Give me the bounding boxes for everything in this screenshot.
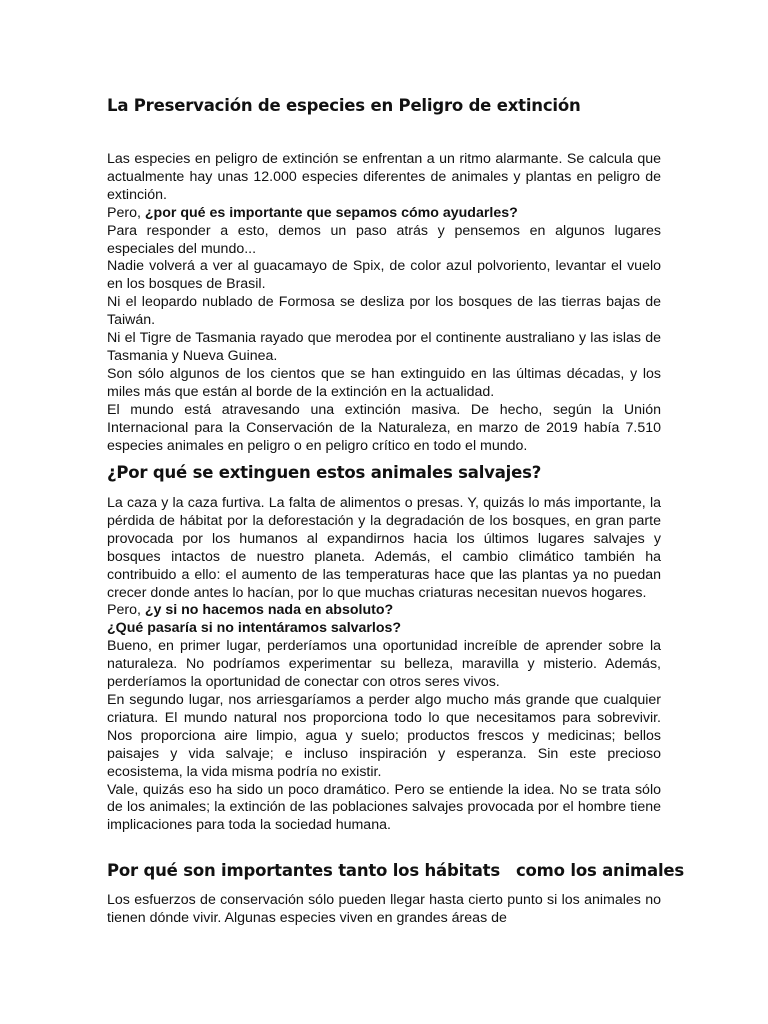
causes-question-1 — [107, 602, 661, 620]
document-title: La Preservación de especies en Peligro de extinción — [107, 96, 581, 115]
intro-paragraph-6: Ni el Tigre de Tasmania rayado que merodea por el continente australiano y las islas de Tasmania y Nueva Guinea. — [107, 330, 661, 364]
intro-question-prefix: Pero, — [107, 204, 145, 221]
causes-question-1-prefix: Pero, — [107, 602, 145, 619]
intro-paragraph-7: Son sólo algunos de los cientos que se han extinguido en las últimas décadas, y los miles más que están al borde de la extinción en la actualidad. — [107, 365, 661, 400]
causes-paragraph-5: En segundo lugar, nos arriesgaríamos a perder algo mucho más grande que cualquier criatura. El mundo natural nos proporciona todo lo que necesitamos para sobrevivir. Nos proporciona aire limpio, agua y suelo; productos frescos y medicinas; bellos paisajes y vida salvaje; e incluso inspiración y esperanza. Sin este precioso ecosistema, la vida misma podría no existir. — [107, 691, 661, 780]
habitats-paragraph-1: Los esfuerzos de conservación sólo pueden llegar hasta cierto punto si los animales no tienen dónde vivir. Algunas especies viven en grandes áreas de — [107, 892, 661, 926]
section-extinction-causes — [107, 495, 661, 835]
intro-section — [107, 151, 661, 455]
intro-paragraph-3: Para responder a esto, demos un paso atrás y pensemos en algunos lugares especiales del mundo... — [107, 222, 661, 257]
causes-question-2-bold: ¿Qué pasaría si no intentáramos salvarlos? — [107, 620, 402, 637]
causes-question-1-bold: ¿y si no hacemos nada en absoluto? — [144, 602, 394, 619]
section-heading-extinction-causes: ¿Por qué se extinguen estos animales salvajes? — [107, 463, 542, 482]
causes-paragraph-6: Vale, quizás eso ha sido un poco dramático. Pero se entiende la idea. No se trata sólo de los animales; la extinción de las poblaciones salvajes provocada por el hombre tiene implicaciones para toda la sociedad humana. — [107, 781, 661, 834]
intro-question-bold: ¿por qué es importante que sepamos cómo ayudarles? — [144, 204, 518, 221]
section-habitats — [107, 892, 661, 928]
habitats-heading-part-2: como los animales — [515, 861, 685, 880]
habitats-heading-part-1: Por qué son importantes tanto los hábitats — [107, 861, 500, 880]
causes-paragraph-4: Bueno, en primer lugar, perderíamos una oportunidad increíble de aprender sobre la naturaleza. No podríamos experimentar su belleza, maravilla y misterio. Además, perderíamos la oportunidad de conectar con otros seres vivos. — [107, 638, 661, 691]
intro-paragraph-5: Ni el leopardo nublado de Formosa se desliza por los bosques de las tierras bajas de Taiwán. — [107, 294, 661, 329]
intro-paragraph-4: Nadie volverá a ver al guacamayo de Spix, de color azul polvoriento, levantar el vuelo en los bosques de Brasil. — [107, 258, 661, 293]
intro-paragraph-1: Las especies en peligro de extinción se enfrentan a un ritmo alarmante. Se calcula que actualmente hay unas 12.000 especies diferentes de animales y plantas en peligro de extinción. — [107, 151, 661, 203]
intro-paragraph-8: El mundo está atravesando una extinción masiva. De hecho, según la Unión Internacional para la Conservación de la Naturaleza, en marzo de 2019 había 7.510 especies animales en peligro o en peligro crítico en todo el mundo. — [107, 401, 661, 454]
intro-question — [107, 205, 661, 223]
section-heading-habitats — [107, 861, 684, 880]
causes-paragraph-1: La caza y la caza furtiva. La falta de alimentos o presas. Y, quizás lo más importante, la pérdida de hábitat por la deforestación y la degradación de los bosques, en gran parte provocada por los humanos al expandirnos hacia los últimos lugares salvajes y bosques intactos de nuestro planeta. Además, el cambio climático también ha contribuido a ello: el aumento de las temperaturas hace que las plantas ya no puedan crecer donde antes lo hacían, por lo que muchas criaturas necesitan nuevos hogares. — [107, 495, 661, 601]
causes-question-2 — [107, 620, 661, 638]
